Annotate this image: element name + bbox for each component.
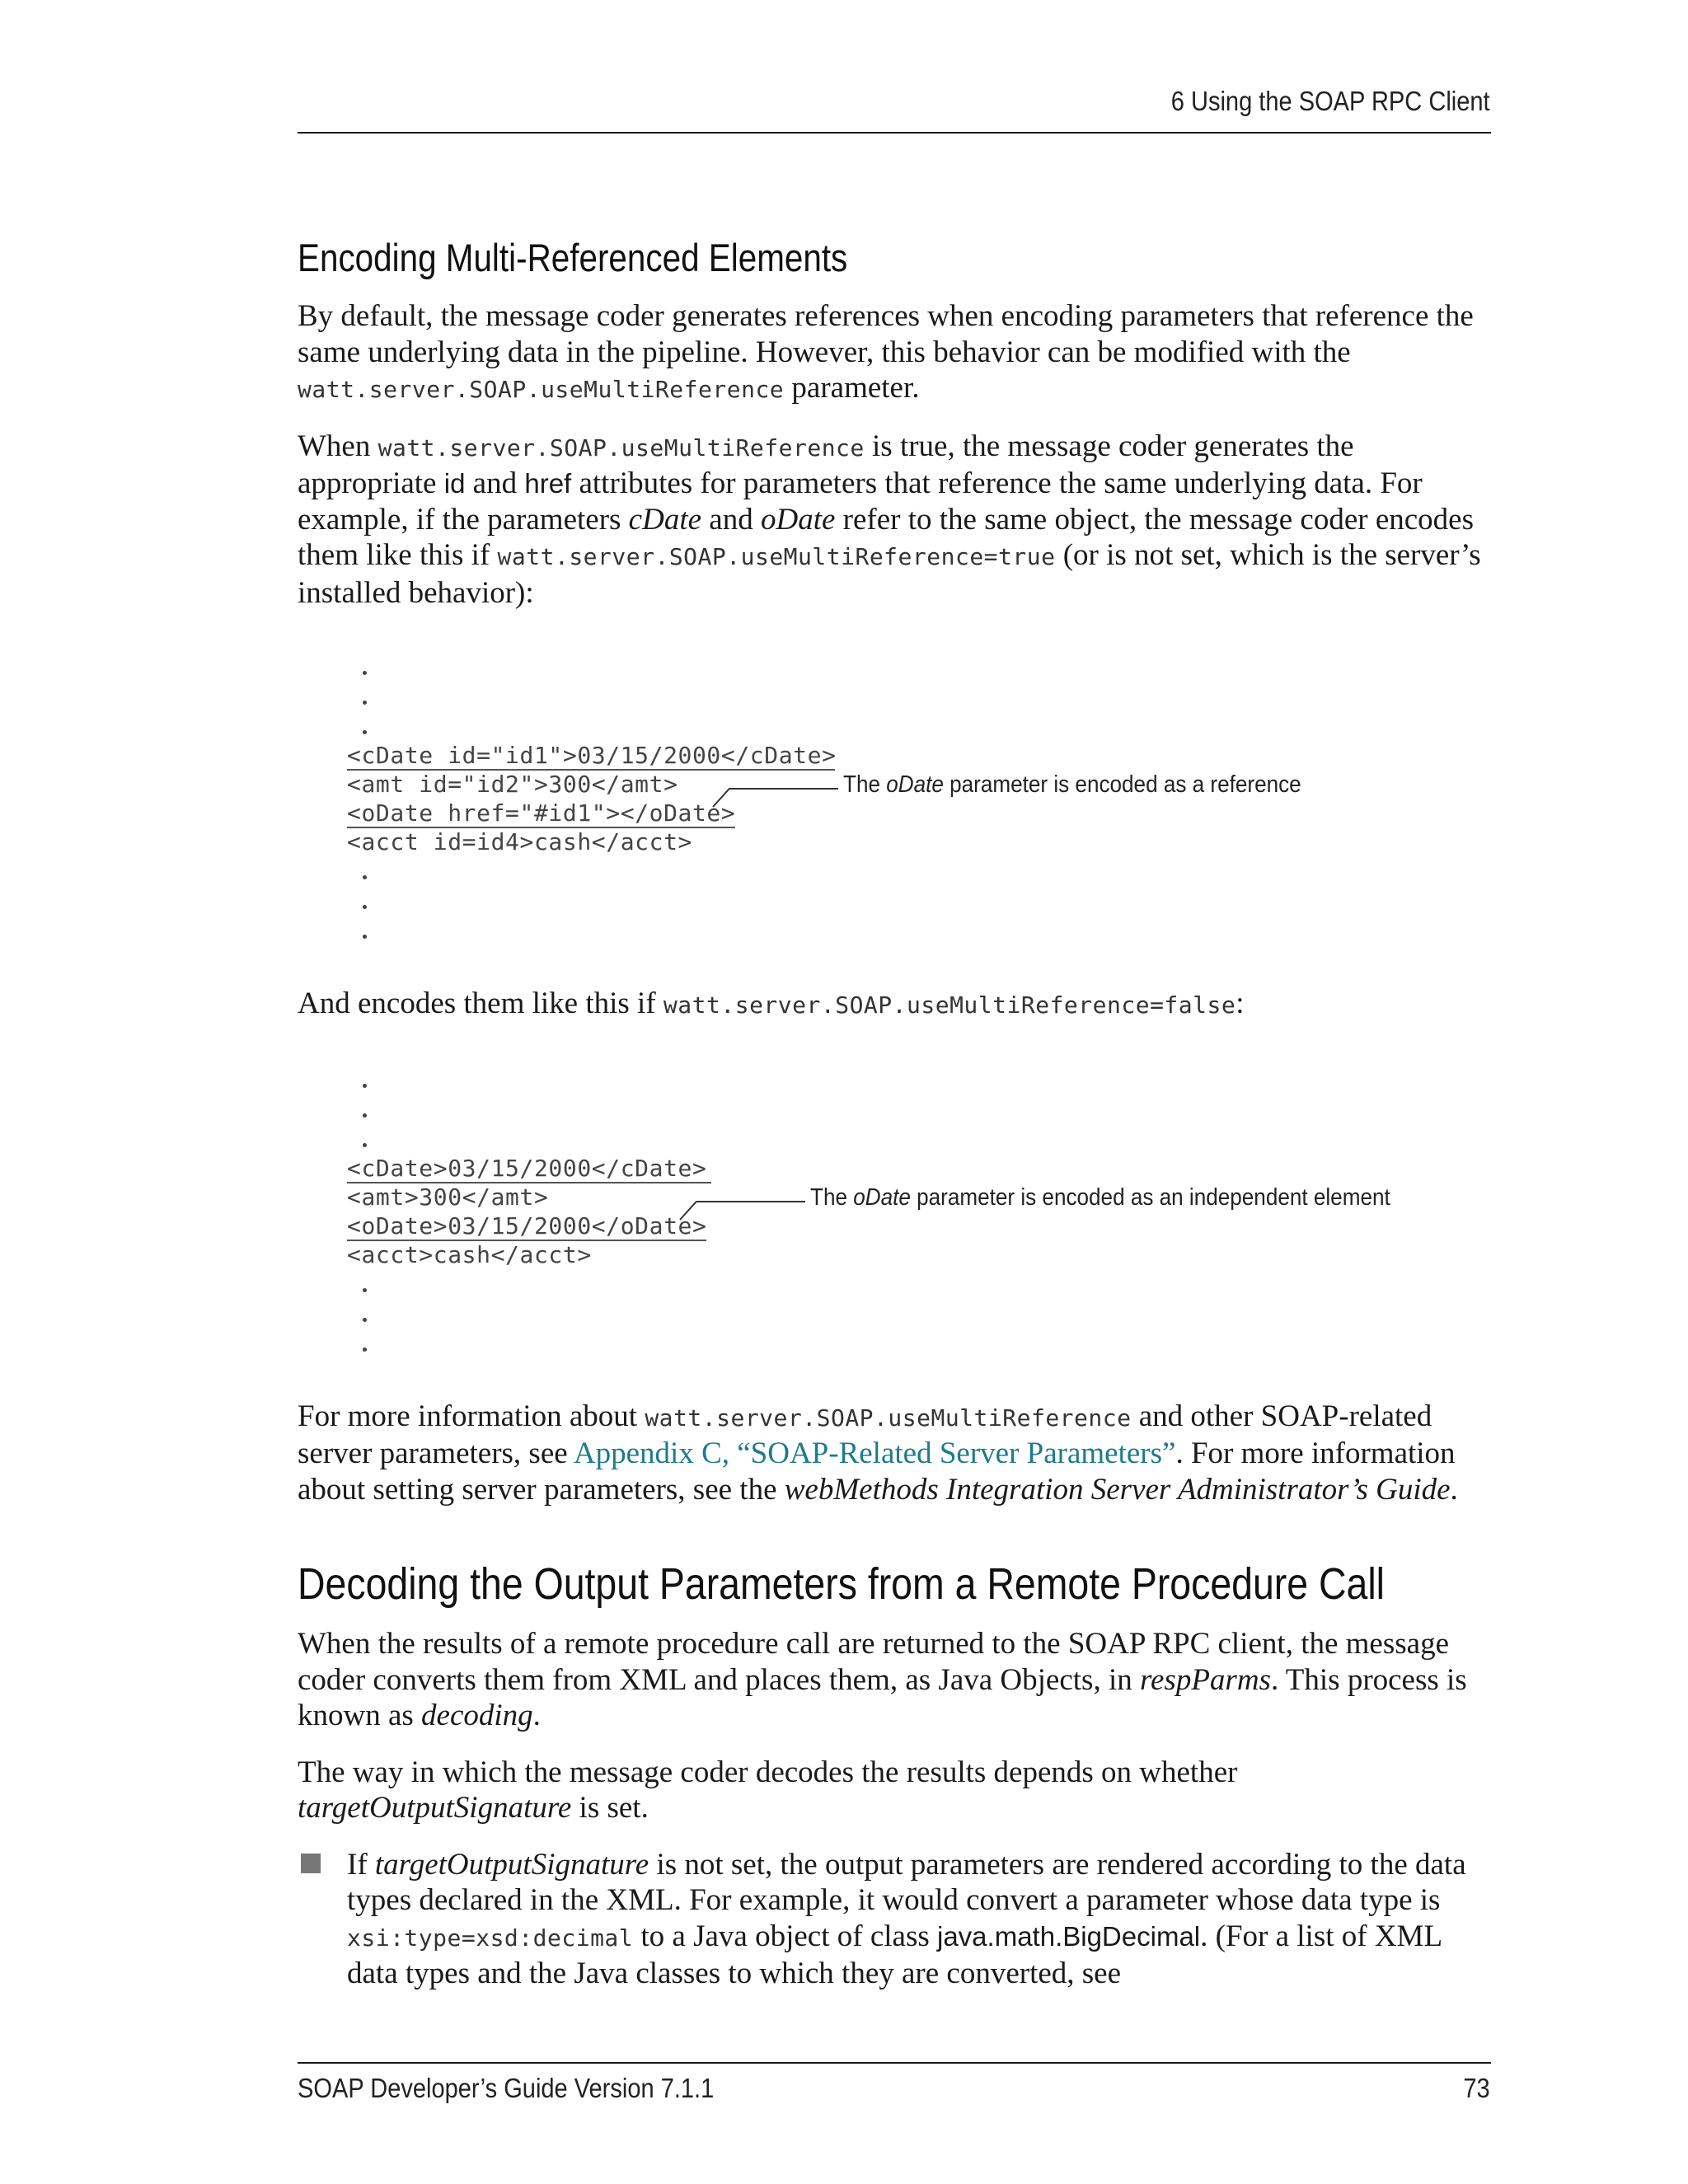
ellipsis-dot	[363, 730, 367, 734]
attribute-name: href	[524, 468, 572, 499]
code-example-multireference-false	[298, 1044, 1493, 1389]
inline-code: watt.server.SOAP.useMultiReference=false	[663, 991, 1236, 1019]
code-line: <oDate href="#id1"></oDate>	[347, 799, 736, 827]
footer-rule	[298, 2062, 1491, 2064]
paragraph: When the results of a remote procedure call are returned to the SOAP RPC client, the message coder converts them from XML and places them, as Java Objects, in respParms. This process is known as decoding.	[298, 1627, 1467, 1732]
ellipsis-dot	[363, 701, 367, 705]
paragraph: For more information about watt.server.SOAP.useMultiReference and other SOAP-related server parameters, see Appendix C, “SOAP-Related Server Parameters”. For more information about setting server parameters, see the webMethods Integration Server Administrator’s Guide.	[298, 1399, 1458, 1507]
code-line: <acct id=id4>cash</acct>	[347, 828, 692, 855]
header-rule	[298, 132, 1491, 134]
ellipsis-dot	[363, 905, 367, 909]
callout-reference: The oDate parameter is encoded as a reference	[843, 771, 1301, 798]
page-content	[298, 235, 1493, 2013]
ellipsis-dot	[363, 1084, 367, 1088]
page-number: 73	[1463, 2073, 1490, 2103]
callout-leader-line	[729, 788, 838, 790]
code-line: <acct>cash</acct>	[347, 1240, 592, 1268]
code-line: <cDate>03/15/2000</cDate>	[347, 1155, 711, 1183]
code-line: <cDate id="id1">03/15/2000</cDate>	[347, 742, 837, 769]
inline-code: watt.server.SOAP.useMultiReference	[298, 376, 785, 403]
list-item	[298, 1847, 1493, 1992]
code-line: <amt>300</amt>	[347, 1183, 549, 1211]
inline-code: watt.server.SOAP.useMultiReference	[645, 1404, 1132, 1432]
ellipsis-dot	[363, 1113, 367, 1118]
callout-leader-line	[696, 1201, 805, 1202]
ellipsis-dot	[363, 1288, 367, 1292]
term: decoding	[421, 1699, 533, 1732]
code-line: <oDate>03/15/2000</oDate>	[347, 1212, 707, 1240]
inline-code: xsi:type=xsd:decimal	[347, 1924, 634, 1952]
book-title: webMethods Integration Server Administrator’s Guide	[784, 1472, 1451, 1507]
bullet-text: If targetOutputSignature is not set, the output parameters are rendered according to the data types declared in the XML. For example, it would convert a parameter whose data type is xsi:type=xsd:decimal to a Java object of class java.math.BigDecimal. (For a list of XML data types and the Java classes to which they are converted, see	[347, 1847, 1466, 1990]
ellipsis-dot	[363, 1318, 367, 1322]
section-heading-encoding: Encoding Multi-Referenced Elements	[298, 236, 848, 279]
parameter-name: targetOutputSignature	[298, 1791, 572, 1825]
running-header: 6 Using the SOAP RPC Client	[1171, 86, 1490, 116]
section-heading-decoding: Decoding the Output Parameters from a Remote Procedure Call	[298, 1559, 1386, 1609]
ellipsis-dot	[363, 875, 367, 879]
paragraph: By default, the message coder generates references when encoding parameters that reference the same underlying data in the pipeline. However, this behavior can be modified with the watt.server.SOAP.useMultiReference parameter.	[298, 299, 1474, 405]
code-example-multireference-true	[298, 631, 1493, 976]
square-bullet-icon	[301, 1854, 321, 1873]
parameter-name: respParms	[1139, 1662, 1271, 1697]
ellipsis-dot	[363, 1347, 367, 1352]
parameter-name: targetOutputSignature	[374, 1847, 649, 1882]
paragraph: When watt.server.SOAP.useMultiReference is true, the message coder generates the appropriate id and href attributes for parameters that reference the same underlying data. For example, if the parameters cDate and oDate refer to the same object, the message coder encodes them like this if watt.server.SOAP.useMultiReference=true (or is not set, which is the server’s installed behavior):	[298, 429, 1481, 610]
callout-independent-element: The oDate parameter is encoded as an independent element	[810, 1183, 1390, 1211]
paragraph: The way in which the message coder decodes the results depends on whether targetOutputSignature is set.	[298, 1755, 1238, 1825]
class-name: java.math.BigDecimal	[937, 1920, 1201, 1952]
parameter-name: oDate	[760, 502, 836, 537]
attribute-name: id	[443, 468, 466, 499]
inline-code: watt.server.SOAP.useMultiReference=true	[497, 543, 1056, 570]
paragraph: And encodes them like this if watt.server.SOAP.useMultiReference=false:	[298, 987, 1245, 1020]
parameter-name: cDate	[628, 502, 702, 537]
inline-code: watt.server.SOAP.useMultiReference	[377, 434, 865, 462]
ellipsis-dot	[363, 1143, 367, 1147]
ellipsis-dot	[363, 671, 367, 675]
appendix-c-link[interactable]: Appendix C, “SOAP-Related Server Parameters”	[573, 1436, 1176, 1470]
footer-title: SOAP Developer’s Guide Version 7.1.1	[298, 2073, 715, 2103]
ellipsis-dot	[363, 935, 367, 939]
code-line: <amt id="id2">300</amt>	[347, 771, 678, 798]
